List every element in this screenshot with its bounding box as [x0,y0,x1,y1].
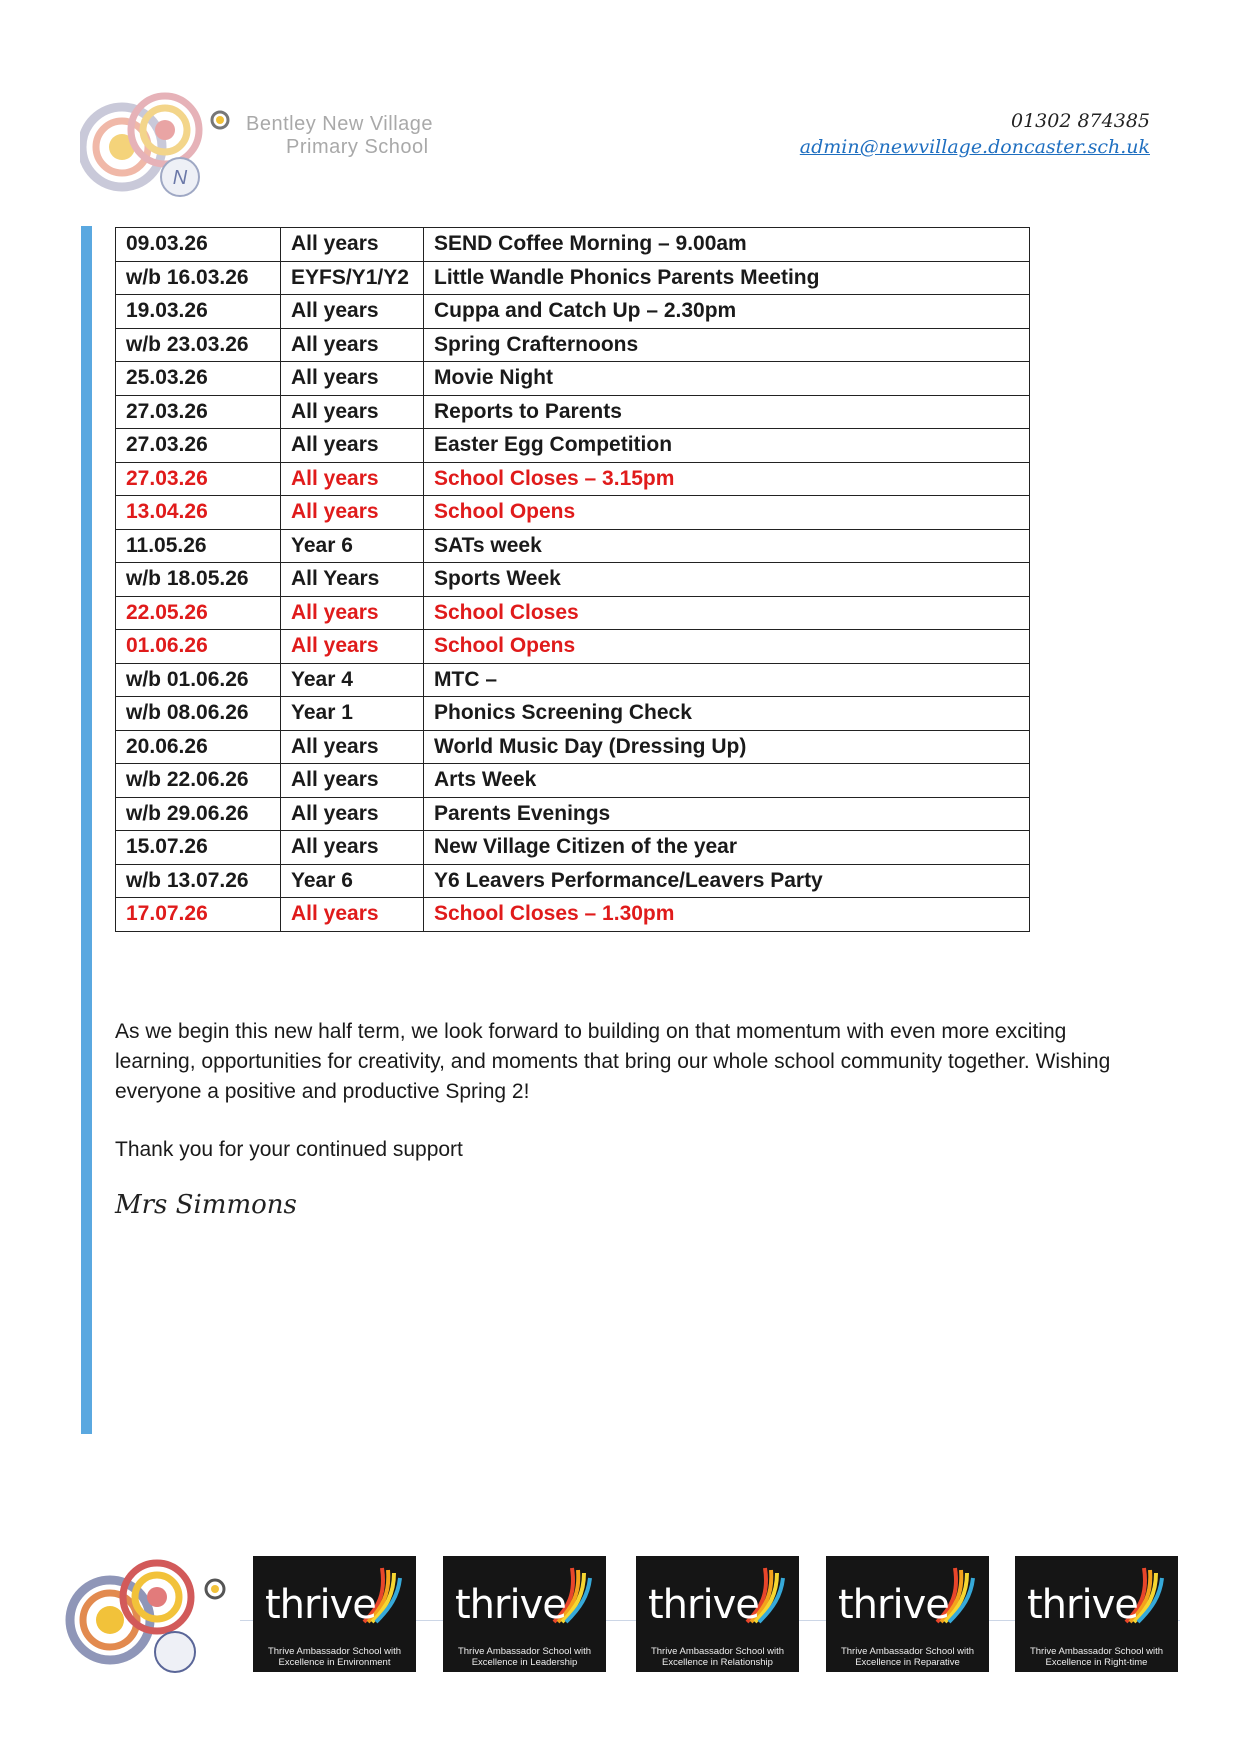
event-cell: Arts Week [424,764,1030,798]
table-row [116,697,1030,731]
date-cell: 25.03.26 [116,362,281,396]
event-cell: School Closes – 3.15pm [424,462,1030,496]
event-cell: Sports Week [424,563,1030,597]
event-cell: New Village Citizen of the year [424,831,1030,865]
date-cell: 19.03.26 [116,295,281,329]
event-cell: World Music Day (Dressing Up) [424,730,1030,764]
contact-block [800,108,1150,160]
signature: Mrs Simmons [115,1190,297,1220]
thrive-caption: Thrive Ambassador School with Excellence in Reparative [840,1646,975,1668]
table-row [116,328,1030,362]
thrive-word: thrive [648,1582,759,1628]
table-row [116,362,1030,396]
table-row [116,395,1030,429]
thrive-word: thrive [455,1582,566,1628]
event-cell: Easter Egg Competition [424,429,1030,463]
thrive-badge [253,1556,416,1672]
event-cell: Phonics Screening Check [424,697,1030,731]
date-cell: 17.07.26 [116,898,281,932]
event-cell: SATs week [424,529,1030,563]
year-group-cell: Year 6 [281,529,424,563]
table-row [116,261,1030,295]
thrive-caption: Thrive Ambassador School with Excellence in Relationship [650,1646,785,1668]
year-group-cell: All years [281,228,424,262]
event-cell: School Opens [424,496,1030,530]
date-cell: 27.03.26 [116,395,281,429]
events-table [115,227,1030,932]
thrive-caption: Thrive Ambassador School with Excellence in Environment [267,1646,402,1668]
table-row [116,462,1030,496]
year-group-cell: All years [281,496,424,530]
table-row [116,529,1030,563]
body-paragraph-2: Thank you for your continued support [115,1138,463,1161]
footer-school-logo [65,1555,250,1680]
year-group-cell: All years [281,730,424,764]
year-group-cell: All years [281,295,424,329]
year-group-cell: All years [281,462,424,496]
body-paragraph-1: As we begin this new half term, we look forward to building on that momentum with even more exciting learning, opportunities for creativity, and moments that bring our whole school community together. Wishing everyone a positive and productive Spring 2! [115,1020,1111,1103]
table-row [116,596,1030,630]
date-cell: 15.07.26 [116,831,281,865]
date-cell: w/b 29.06.26 [116,797,281,831]
thrive-caption: Thrive Ambassador School with Excellence in Leadership [457,1646,592,1668]
table-row [116,864,1030,898]
school-name-line2: Primary School [286,136,429,158]
event-cell: School Closes [424,596,1030,630]
event-cell: MTC – [424,663,1030,697]
date-cell: w/b 23.03.26 [116,328,281,362]
thrive-badge [443,1556,606,1672]
year-group-cell: All years [281,764,424,798]
date-cell: w/b 16.03.26 [116,261,281,295]
school-name-line1: Bentley New Village [246,113,434,135]
year-group-cell: All years [281,395,424,429]
event-cell: SEND Coffee Morning – 9.00am [424,228,1030,262]
email-link[interactable]: admin@newvillage.doncaster.sch.uk [799,136,1150,158]
year-group-cell: All Years [281,563,424,597]
thrive-word: thrive [265,1582,376,1628]
table-row [116,764,1030,798]
year-group-cell: All years [281,328,424,362]
event-cell: Y6 Leavers Performance/Leavers Party [424,864,1030,898]
letter-body [115,1017,1145,1193]
thrive-caption: Thrive Ambassador School with Excellence in Right-time [1029,1646,1164,1668]
phone-number: 01302 874385 [1010,110,1150,132]
event-cell: Reports to Parents [424,395,1030,429]
date-cell: 27.03.26 [116,429,281,463]
year-group-cell: Year 6 [281,864,424,898]
date-cell: 13.04.26 [116,496,281,530]
year-group-cell: All years [281,596,424,630]
thrive-badge [636,1556,799,1672]
date-cell: w/b 18.05.26 [116,563,281,597]
thrive-word: thrive [838,1582,949,1628]
logo-letter: N [172,167,188,189]
event-cell: Cuppa and Catch Up – 2.30pm [424,295,1030,329]
table-row [116,228,1030,262]
date-cell: w/b 22.06.26 [116,764,281,798]
event-cell: Movie Night [424,362,1030,396]
table-row [116,663,1030,697]
date-cell: 22.05.26 [116,596,281,630]
date-cell: 01.06.26 [116,630,281,664]
year-group-cell: Year 4 [281,663,424,697]
event-cell: Spring Crafternoons [424,328,1030,362]
date-cell: w/b 01.06.26 [116,663,281,697]
event-cell: School Opens [424,630,1030,664]
date-cell: 09.03.26 [116,228,281,262]
table-row [116,797,1030,831]
date-cell: w/b 08.06.26 [116,697,281,731]
event-cell: School Closes – 1.30pm [424,898,1030,932]
school-name [246,113,433,159]
year-group-cell: EYFS/Y1/Y2 [281,261,424,295]
thrive-badge [1015,1556,1178,1672]
accent-side-bar [81,226,92,1434]
event-cell: Parents Evenings [424,797,1030,831]
table-row [116,831,1030,865]
year-group-cell: All years [281,831,424,865]
thrive-badge [826,1556,989,1672]
date-cell: 11.05.26 [116,529,281,563]
table-row [116,295,1030,329]
date-cell: w/b 13.07.26 [116,864,281,898]
table-row [116,563,1030,597]
thrive-word: thrive [1027,1582,1138,1628]
year-group-cell: All years [281,797,424,831]
table-row [116,630,1030,664]
event-cell: Little Wandle Phonics Parents Meeting [424,261,1030,295]
table-row [116,429,1030,463]
year-group-cell: All years [281,630,424,664]
year-group-cell: Year 1 [281,697,424,731]
date-cell: 27.03.26 [116,462,281,496]
table-row [116,898,1030,932]
year-group-cell: All years [281,429,424,463]
year-group-cell: All years [281,362,424,396]
table-row [116,496,1030,530]
date-cell: 20.06.26 [116,730,281,764]
year-group-cell: All years [281,898,424,932]
table-row [116,730,1030,764]
